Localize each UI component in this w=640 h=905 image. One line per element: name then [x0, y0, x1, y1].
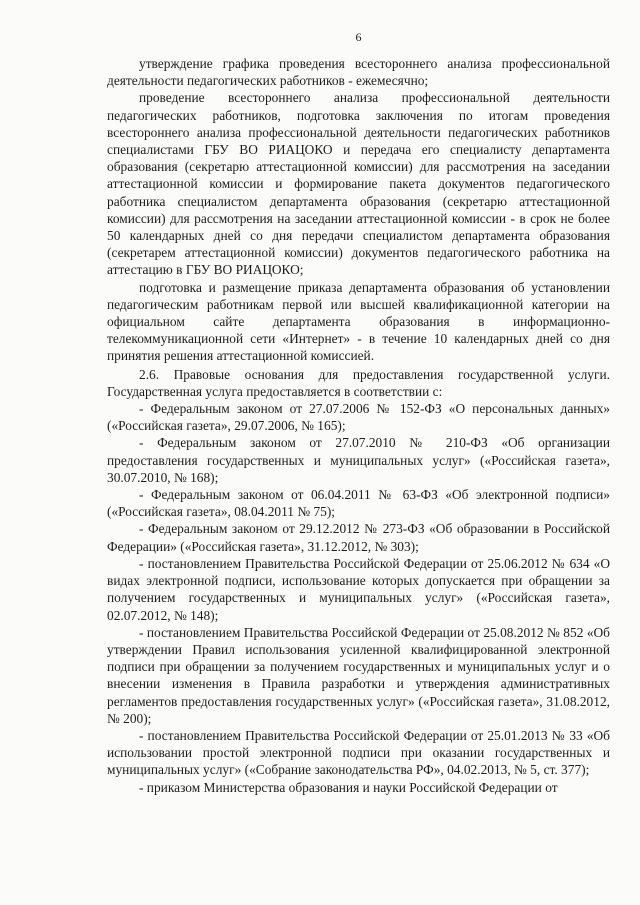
list-item-law-63: - Федеральным законом от 06.04.2011 № 63-ФЗ «Об электронной подписи» («Российская газета», 08.04.2011 № 75); — [107, 487, 610, 520]
list-item-resolution-852: - постановлением Правительства Российской Федерации от 25.08.2012 № 852 «Об утверждении Правил использования усиленной квалифицированной электронной подписи при обращении за получением государственных и муниципальных услуг и о внесении изменения в Правила разработки и утверждения административных регламентов предоставления государственных услуг» («Российская газета», 31.08.2012, № 200); — [107, 624, 610, 726]
page-number: 6 — [355, 30, 362, 44]
list-item-ministry-order: - приказом Министерства образования и науки Российской Федерации от — [139, 779, 558, 795]
paragraph-analysis: проведение всестороннего анализа профессиональной деятельности педагогических работников, подготовка заключения по итогам проведения всестороннего анализа профессиональной деятельности педагогических работников специалистами ГБУ ВО РИАЦОКО и передача его специалисту департамента образования (секретарю аттестационной комиссии) для рассмотрения на заседании аттестационной комиссии и формирование пакета документов педагогического работника специалистом департамента образования (секретарю аттестационной комиссии) для рассмотрения на заседании аттестационной комиссии - в срок не более 50 календарных дней со дня передачи специалистом департамента образования (секретарем аттестационной комиссии) документов педагогического работника на аттестацию в ГБУ ВО РИАЦОКО; — [107, 90, 610, 278]
list-item-law-210: - Федеральным законом от 27.07.2010 № 210-ФЗ «Об организации предоставления государственных и муниципальных услуг» («Российская газета», 30.07.2010, № 168); — [107, 435, 610, 485]
list-item-law-152: - Федеральным законом от 27.07.2006 № 152-ФЗ «О персональных данных» («Российская газета», 29.07.2006, № 165); — [107, 401, 610, 434]
list-item-law-273: - Федеральным законом от 29.12.2012 № 273-ФЗ «Об образовании в Российской Федерации» («Российская газета», 31.12.2012, № 303); — [107, 521, 610, 554]
list-item-resolution-634: - постановлением Правительства Российской Федерации от 25.06.2012 № 634 «О видах электронной подписи, использование которых допускается при обращении за получением государственных и муниципальных услуг» («Российская газета», 02.07.2012, № 148); — [107, 555, 610, 623]
paragraph-order-publication: подготовка и размещение приказа департамента образования об установлении педагогическим работникам первой или высшей квалификационной категории на официальном сайте департамента образования в информационно-телекоммуникационной сети «Интернет» - в течение 10 календарных дней со дня принятия решения аттестационной комиссией. — [107, 279, 610, 364]
list-item-resolution-33: - постановлением Правительства Российской Федерации от 25.01.2013 № 33 «Об использовании простой электронной подписи при оказании государственных и муниципальных услуг» («Собрание законодательства РФ», 04.02.2013, № 5, ст. 377); — [107, 727, 610, 778]
paragraph-legal-basis: 2.6. Правовые основания для предоставления государственной услуги. Государственная услуга предоставляется в соответствии с: — [107, 366, 610, 399]
paragraph-schedule: утверждение графика проведения всестороннего анализа профессиональной деятельности педагогических работников - ежемесячно; — [107, 56, 610, 89]
